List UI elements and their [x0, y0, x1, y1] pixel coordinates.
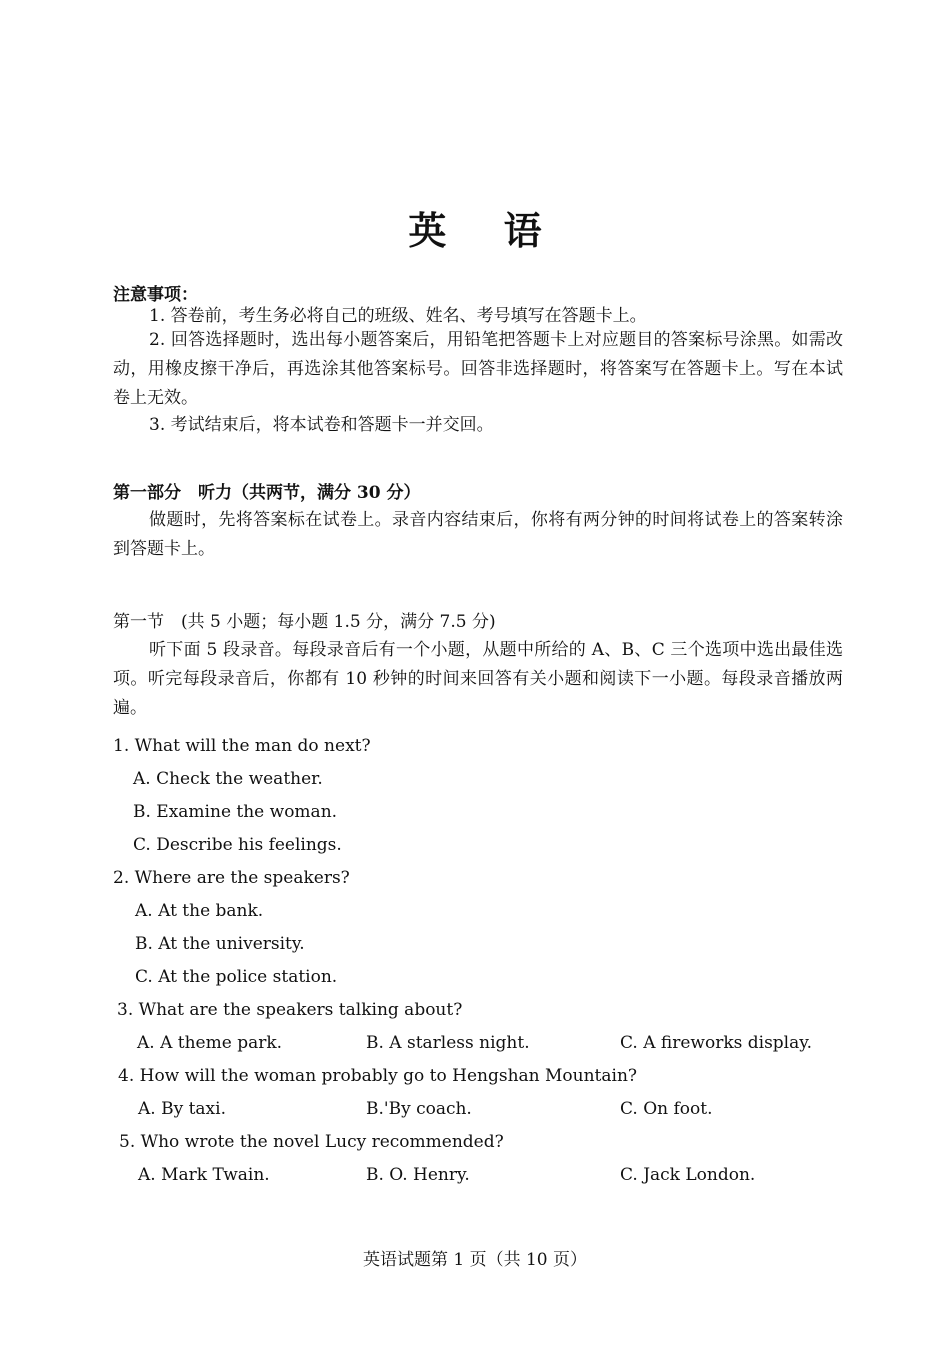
- question-3-option-a: A. A theme park.: [137, 1033, 283, 1053]
- section1-heading: 第一节 (共 5 小题；每小题 1.5 分，满分 7.5 分): [113, 612, 496, 632]
- page-title: 英 语: [408, 208, 564, 253]
- question-1-option-a: A. Check the weather.: [133, 769, 323, 789]
- question-2-option-c: C. At the police station.: [135, 967, 338, 987]
- part1-heading: 第一部分 听力（共两节，满分 30 分）: [113, 483, 421, 503]
- question-1-stem: 1. What will the man do next?: [113, 736, 371, 756]
- question-3-stem: 3. What are the speakers talking about?: [117, 1000, 463, 1020]
- question-4-option-a: A. By taxi.: [138, 1099, 226, 1119]
- part1-instruction: 做题时，先将答案标在试卷上。录音内容结束后，你将有两分钟的时间将试卷上的答案转涂到答题卡上。: [113, 510, 843, 559]
- question-5-option-a: A. Mark Twain.: [138, 1165, 270, 1185]
- question-2-option-a: A. At the bank.: [135, 901, 264, 921]
- question-5-option-c: C. Jack London.: [620, 1165, 756, 1185]
- question-4-option-b: B.'By coach.: [366, 1099, 472, 1119]
- notice-item-1: 1. 答卷前，考生务必将自己的班级、姓名、考号填写在答题卡上。: [149, 306, 647, 326]
- page-footer: 英语试题第 1 页（共 10 页）: [362, 1250, 588, 1270]
- question-3-option-c: C. A fireworks display.: [620, 1033, 813, 1053]
- question-2-stem: 2. Where are the speakers?: [113, 868, 350, 888]
- question-5-stem: 5. Who wrote the novel Lucy recommended?: [119, 1132, 504, 1152]
- question-4-option-c: C. On foot.: [620, 1099, 713, 1119]
- notice-heading: 注意事项：: [113, 285, 198, 305]
- section1-instruction: 听下面 5 段录音。每段录音后有一个小题，从题中所给的 A、B、C 三个选项中选出最佳选项。听完每段录音后，你都有 10 秒钟的时间来回答有关小题和阅读下一小题。每段录音播放两遍。: [113, 640, 843, 718]
- question-4-stem: 4. How will the woman probably go to Hengshan Mountain?: [118, 1066, 638, 1086]
- question-1-option-b: B. Examine the woman.: [133, 802, 338, 822]
- question-2-option-b: B. At the university.: [135, 934, 305, 954]
- question-5-option-b: B. O. Henry.: [366, 1165, 470, 1185]
- question-1-option-c: C. Describe his feelings.: [133, 835, 342, 855]
- notice-item-3: 3. 考试结束后，将本试卷和答题卡一并交回。: [149, 415, 494, 435]
- question-3-option-b: B. A starless night.: [366, 1033, 530, 1053]
- notice-item-2: 2. 回答选择题时，选出每小题答案后，用铅笔把答题卡上对应题目的答案标号涂黑。如需改动，用橡皮擦干净后，再选涂其他答案标号。回答非选择题时，将答案写在答题卡上。写在本试卷上无效。: [113, 330, 843, 408]
